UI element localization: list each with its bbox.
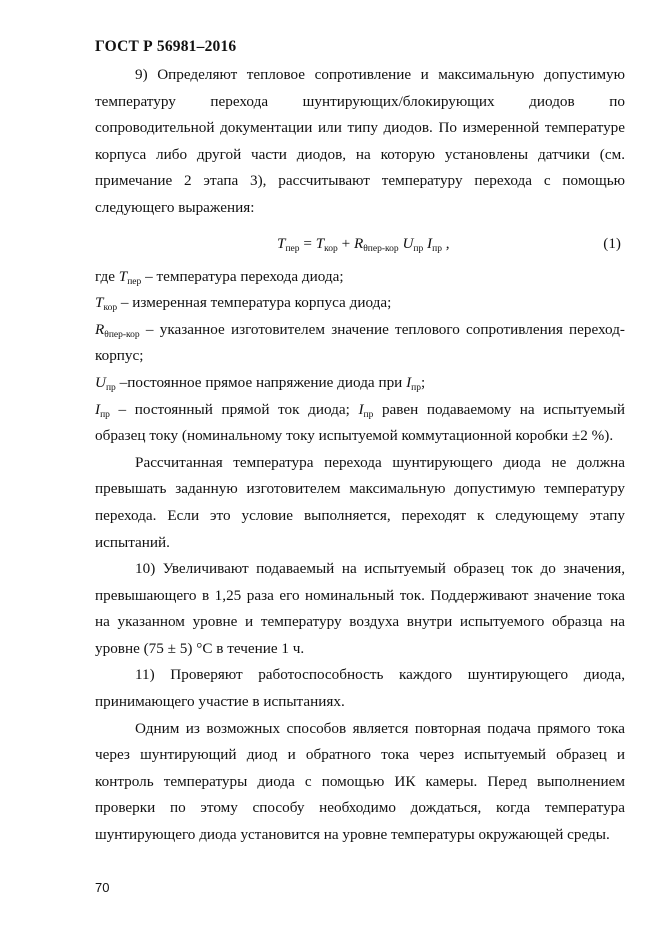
formula-1 [95,224,625,264]
paragraph-conclusion: Рассчитанная температура перехода шунтирующего диода не должна превышать заданную изготовителем максимальную допустимую температуру перехода. Если это условие выполняется, переходят к следующему этапу испытаний. [95,453,625,551]
definition-t-per: где $T_{пер}$ – температура перехода диода; [95,267,344,287]
definition-t-kor: $T_{кор}$ – измеренная температура корпуса диода; [95,294,392,314]
formula-expression: $T_{пер} = T_{кор} + R_{\theta пер-кор}$ $U_{пр}$ $I_{пр}$ , [277,234,450,254]
formula-number: (1) [603,234,621,252]
paragraph-step-9: 9) Определяют тепловое сопротивление и максимальную допустимую температуру перехода шунтирующих/блокирующих диодов по сопроводительной документации или типу диодов. По измеренной температуре корпуса либо другой части диодов, на которую установлены датчики (см. примечание 2 этапа 3), рассчитывают температуру перехода с помощью следующего выражения: [95,66,625,216]
definition-u-pr: $U_{пр}$ –постоянное прямое напряжение диода при $I_{пр}$; [95,373,426,393]
page-number: 70 [95,880,110,895]
paragraph-method: Одним из возможных способов является повторная подача прямого тока через шунтирующий диод и обратного тока через испытуемый образец и контроль температуры диода с помощью ИК камеры. Перед выполнением проверки по этому способу необходимо дождаться, когда температура шунтирующего диода установится на уровне температуры окружающей среды. [95,719,625,844]
definition-r-theta: $R_{\theta пер-кор}$ – указанное изготовителем значение теплового сопротивления переход-корпус; [95,320,625,365]
paragraph-step-10: 10) Увеличивают подаваемый на испытуемый образец ток до значения, превышающего в 1,25 раза его номинальный ток. Поддерживают значение тока на указанном уровне и температуру воздуха внутри испытуемого образца на уровне (75 ± 5) °С в течение 1 ч. [95,560,625,657]
document-body [95,62,625,849]
definition-i-pr: $I_{пр}$ – постоянный прямой ток диода; $I_{пр}$ равен подаваемому на испытуемый образец току (номинальному току испытуемой коммутационной коробки ±2 %). [95,400,625,445]
document-header: ГОСТ Р 56981–2016 [95,38,237,55]
paragraph-step-11: 11) Проверяют работоспособность каждого шунтирующего диода, принимающего участие в испытаниях. [95,666,625,711]
